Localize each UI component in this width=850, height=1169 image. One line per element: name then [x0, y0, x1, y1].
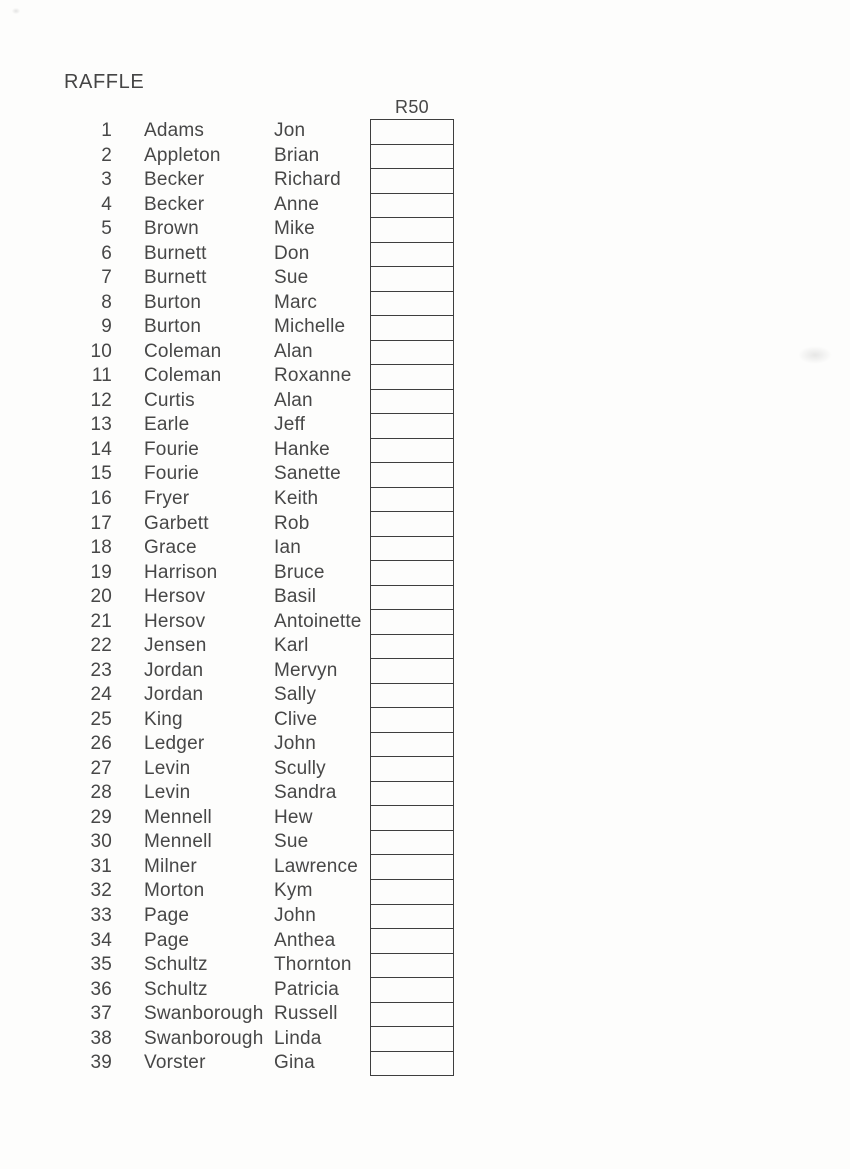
- entry-surname: Page: [144, 929, 190, 951]
- entry-surname: Coleman: [144, 365, 222, 387]
- entry-surname: Burnett: [144, 242, 207, 264]
- entry-first-name: John: [274, 905, 317, 926]
- entry-first-name: Jon: [274, 120, 306, 141]
- entry-surname: Brown: [144, 218, 199, 240]
- entry-surname: Fourie: [144, 438, 200, 460]
- entry-number: 28: [90, 782, 112, 804]
- entry-number: 1: [101, 120, 112, 141]
- entry-number: 26: [90, 733, 112, 755]
- entry-number: 7: [101, 267, 112, 289]
- entry-first-name: Richard: [274, 169, 341, 191]
- entry-first-name: Sue: [274, 267, 309, 289]
- payment-box: [371, 782, 453, 807]
- payment-box: [371, 537, 453, 562]
- entry-first-name: Mervyn: [274, 659, 338, 681]
- entry-surname: Schultz: [144, 978, 208, 1000]
- payment-box: [371, 463, 453, 488]
- payment-box: [371, 145, 453, 170]
- entry-number: 15: [90, 463, 112, 485]
- payment-box: [371, 978, 453, 1003]
- entry-number: 22: [90, 635, 112, 657]
- payment-box: [371, 855, 453, 880]
- payment-box: [371, 169, 453, 194]
- entry-number: 10: [90, 340, 112, 362]
- entry-number: 8: [101, 291, 112, 313]
- entry-surname: Levin: [144, 757, 191, 779]
- entry-number: 2: [101, 144, 112, 166]
- entry-surname: Harrison: [144, 561, 218, 583]
- entry-first-name: Hanke: [274, 438, 330, 460]
- payment-box: [371, 905, 453, 930]
- entry-first-name: Anthea: [274, 929, 336, 951]
- entry-first-name: Marc: [274, 291, 318, 313]
- entry-first-name: Russell: [274, 1003, 338, 1025]
- entry-number: 9: [101, 316, 112, 338]
- entry-surname: Swanborough: [144, 1027, 264, 1049]
- entry-surname: Garbett: [144, 512, 209, 534]
- entry-first-name: Don: [274, 242, 310, 264]
- entry-first-name: Scully: [274, 757, 326, 779]
- entry-first-name: Sally: [274, 684, 317, 706]
- entry-number: 19: [90, 561, 112, 583]
- entry-number: 25: [90, 708, 112, 730]
- entry-number: 24: [90, 684, 112, 706]
- entry-surname: Hersov: [144, 586, 206, 608]
- payment-box: [371, 610, 453, 635]
- entry-surname: Becker: [144, 169, 205, 191]
- entry-first-name: Ian: [274, 537, 302, 559]
- entry-surname: Burton: [144, 316, 202, 338]
- entry-first-name: Sanette: [274, 463, 341, 485]
- entry-surname: Jordan: [144, 684, 204, 706]
- entry-surname: Hersov: [144, 610, 206, 632]
- entry-number: 18: [90, 537, 112, 559]
- entry-number: 11: [91, 365, 112, 387]
- entry-first-name: Michelle: [274, 316, 346, 338]
- entry-first-name: Bruce: [274, 561, 325, 583]
- entry-first-name: Alan: [274, 389, 313, 411]
- entry-number: 37: [90, 1003, 112, 1025]
- payment-box: [371, 341, 453, 366]
- entry-number: 30: [90, 831, 112, 853]
- payment-box: [371, 1003, 453, 1028]
- entry-number: 3: [101, 169, 112, 191]
- payment-box: [371, 120, 453, 145]
- entry-number: 17: [90, 512, 112, 534]
- entry-surname: Page: [144, 905, 190, 926]
- entry-surname: Grace: [144, 537, 197, 559]
- payment-box: [371, 831, 453, 856]
- payment-box: [371, 757, 453, 782]
- entry-number: 13: [90, 414, 112, 436]
- entry-surname: Jensen: [144, 635, 207, 657]
- entry-first-name: Jeff: [274, 414, 306, 436]
- entry-surname: Jordan: [144, 659, 204, 681]
- entry-number: 32: [90, 880, 112, 902]
- payment-box: [371, 659, 453, 684]
- entry-first-name: Lawrence: [274, 855, 358, 877]
- entry-surname: Curtis: [144, 389, 195, 411]
- entry-first-name: Karl: [274, 635, 309, 657]
- entry-number: 6: [101, 242, 112, 264]
- payment-box: [371, 218, 453, 243]
- entry-number: 21: [90, 610, 112, 632]
- payment-box: [371, 708, 453, 733]
- entry-surname: Mennell: [144, 806, 212, 828]
- scan-artifact: [12, 8, 20, 14]
- entry-number: 14: [90, 438, 112, 460]
- entry-number: 16: [90, 487, 112, 509]
- payment-box: [371, 292, 453, 317]
- payment-box: [371, 806, 453, 831]
- payment-box: [371, 414, 453, 439]
- entry-surname: Morton: [144, 880, 205, 902]
- payment-box: [371, 316, 453, 341]
- entry-first-name: Sandra: [274, 782, 337, 804]
- entry-first-name: Gina: [274, 1052, 315, 1074]
- entry-surname: Milner: [144, 855, 197, 877]
- entry-first-name: Thornton: [274, 954, 352, 976]
- entry-surname: Levin: [144, 782, 191, 804]
- page-title: RAFFLE: [64, 71, 145, 93]
- payment-box: [371, 954, 453, 979]
- entry-first-name: Basil: [274, 586, 317, 608]
- entry-number: 38: [90, 1027, 112, 1049]
- entry-surname: King: [144, 708, 183, 730]
- payment-box: [371, 243, 453, 268]
- payment-box: [371, 1027, 453, 1052]
- entry-first-name: Kym: [274, 880, 313, 902]
- entry-surname: Swanborough: [144, 1003, 264, 1025]
- entry-number: 23: [90, 659, 112, 681]
- entry-number: 4: [101, 193, 112, 215]
- entry-surname: Appleton: [144, 144, 221, 166]
- entry-surname: Ledger: [144, 733, 205, 755]
- entry-first-name: Keith: [274, 487, 319, 509]
- entry-number: 36: [90, 978, 112, 1000]
- entry-number: 20: [90, 586, 112, 608]
- price-column-header: R50: [395, 97, 429, 117]
- entry-first-name: Alan: [274, 340, 313, 362]
- entry-number: 27: [90, 757, 112, 779]
- entry-first-name: Brian: [274, 144, 320, 166]
- entry-first-name: John: [274, 733, 317, 755]
- payment-box: [371, 586, 453, 611]
- entry-surname: Fryer: [144, 487, 190, 509]
- payment-box: [371, 929, 453, 954]
- entry-number: 34: [90, 929, 112, 951]
- payment-box: [371, 365, 453, 390]
- entry-surname: Schultz: [144, 954, 208, 976]
- entry-surname: Burnett: [144, 267, 207, 289]
- entry-surname: Earle: [144, 414, 190, 436]
- payment-box: [371, 684, 453, 709]
- scan-artifact: [798, 346, 832, 364]
- entry-first-name: Sue: [274, 831, 309, 853]
- payment-box: [371, 880, 453, 905]
- payment-box: [371, 194, 453, 219]
- payment-box: [371, 512, 453, 537]
- entry-first-name: Linda: [274, 1027, 322, 1049]
- entry-first-name: Mike: [274, 218, 315, 240]
- entry-surname: Adams: [144, 120, 205, 141]
- entry-number: 39: [90, 1052, 112, 1074]
- entry-first-name: Rob: [274, 512, 310, 534]
- payment-box: [371, 1052, 453, 1076]
- entry-number: 5: [101, 218, 112, 240]
- payment-box: [371, 439, 453, 464]
- entry-first-name: Hew: [274, 806, 313, 828]
- payment-box: [371, 267, 453, 292]
- entry-surname: Becker: [144, 193, 205, 215]
- entry-number: 35: [90, 954, 112, 976]
- entry-number: 31: [90, 855, 112, 877]
- payment-box: [371, 733, 453, 758]
- entry-surname: Coleman: [144, 340, 222, 362]
- payment-box: [371, 390, 453, 415]
- entry-number: 29: [90, 806, 112, 828]
- entry-first-name: Clive: [274, 708, 318, 730]
- payment-box: [371, 635, 453, 660]
- entry-first-name: Antoinette: [274, 610, 362, 632]
- entry-surname: Fourie: [144, 463, 200, 485]
- payment-box: [371, 488, 453, 513]
- entry-number: 33: [90, 905, 112, 926]
- payment-box: [371, 561, 453, 586]
- entry-surname: Burton: [144, 291, 202, 313]
- entry-number: 12: [90, 389, 112, 411]
- entry-first-name: Anne: [274, 193, 320, 215]
- entry-surname: Mennell: [144, 831, 212, 853]
- payment-box-column: [370, 119, 454, 1076]
- entry-first-name: Patricia: [274, 978, 339, 1000]
- entry-surname: Vorster: [144, 1052, 206, 1074]
- entry-first-name: Roxanne: [274, 365, 352, 387]
